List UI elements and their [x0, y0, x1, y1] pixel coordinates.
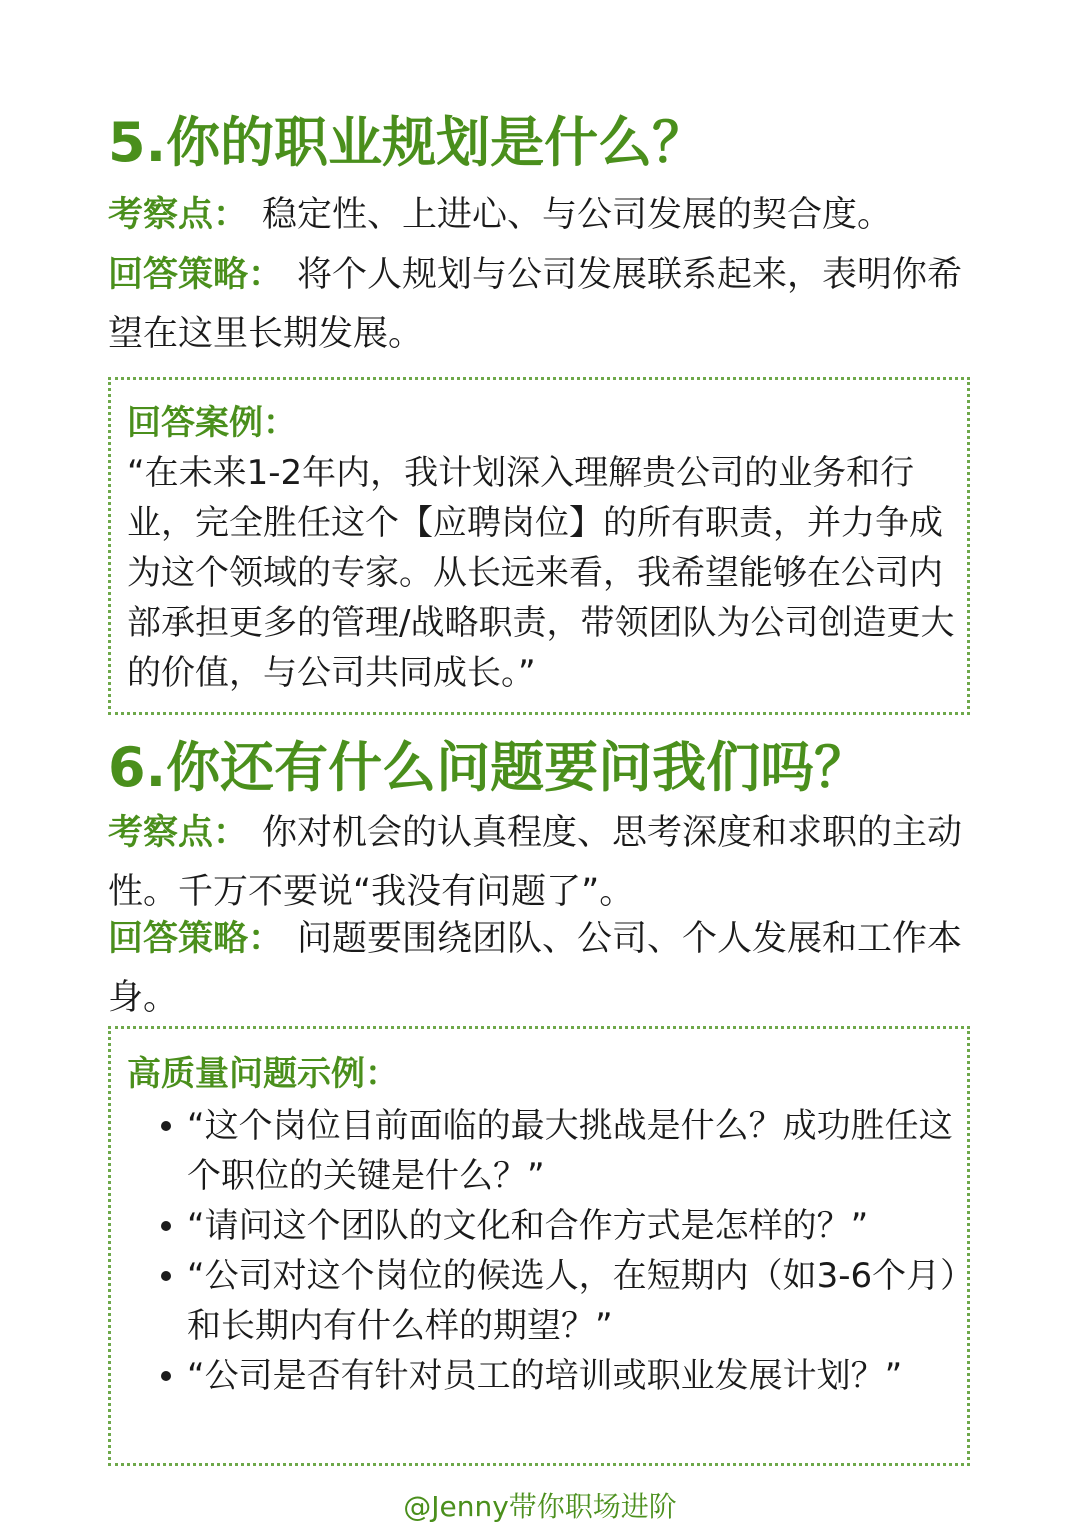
section5-example-text: “在未来1-2年内，我计划深入理解贵公司的业务和行业，完全胜任这个【应聘岗位】的所有职责，并力争成为这个领域的专家。从长远来看，我希望能够在公司内部承担更多的管理/战略职责，带领团队为公司创造更大的价值，与公司共同成长。” — [127, 453, 955, 693]
question-list — [111, 1101, 967, 1401]
question-item — [187, 1101, 967, 1201]
section6-example-title: 高质量问题示例： — [127, 1054, 399, 1094]
section5-example-title: 回答案例： — [127, 403, 297, 443]
section6-focus-text: 你对机会的认真程度、思考深度和求职的主动性。千万不要说“我没有问题了”。 — [108, 813, 963, 912]
section5-strategy — [108, 246, 968, 364]
section5-focus-label: 考察点： — [108, 195, 249, 235]
question-text: “请问这个团队的文化和合作方式是怎样的？” — [187, 1206, 869, 1246]
section6-strategy-text: 问题要围绕团队、公司、个人发展和工作本身。 — [108, 919, 963, 1018]
footer-watermark: @Jenny带你职场进阶 — [403, 1490, 677, 1523]
section6-focus — [108, 804, 968, 922]
bullet-icon — [161, 1271, 171, 1281]
section6-example-box — [108, 1026, 970, 1466]
bullet-icon — [161, 1121, 171, 1131]
question-item — [187, 1201, 967, 1251]
bullet-icon — [161, 1371, 171, 1381]
section5-strategy-text: 将个人规划与公司发展联系起来，表明你希望在这里长期发展。 — [108, 255, 963, 354]
section6-strategy — [108, 910, 968, 1028]
section6-heading: 6.你还有什么问题要问我们吗？ — [108, 736, 869, 799]
section5-focus — [108, 186, 968, 245]
section5-heading: 5.你的职业规划是什么？ — [108, 111, 707, 174]
section5-example-box — [108, 377, 970, 715]
section6-focus-label: 考察点： — [108, 813, 249, 853]
section6-strategy-label: 回答策略： — [108, 919, 284, 959]
question-item — [187, 1251, 967, 1351]
question-text: “公司对这个岗位的候选人，在短期内（如3-6个月）和长期内有什么样的期望？” — [187, 1256, 958, 1346]
question-text: “公司是否有针对员工的培训或职业发展计划？” — [187, 1356, 903, 1396]
bullet-icon — [161, 1221, 171, 1231]
section5-strategy-label: 回答策略： — [108, 255, 284, 295]
question-item — [187, 1351, 967, 1401]
question-text: “这个岗位目前面临的最大挑战是什么？成功胜任这个职位的关键是什么？” — [187, 1106, 953, 1196]
section5-focus-text: 稳定性、上进心、与公司发展的契合度。 — [262, 195, 893, 235]
